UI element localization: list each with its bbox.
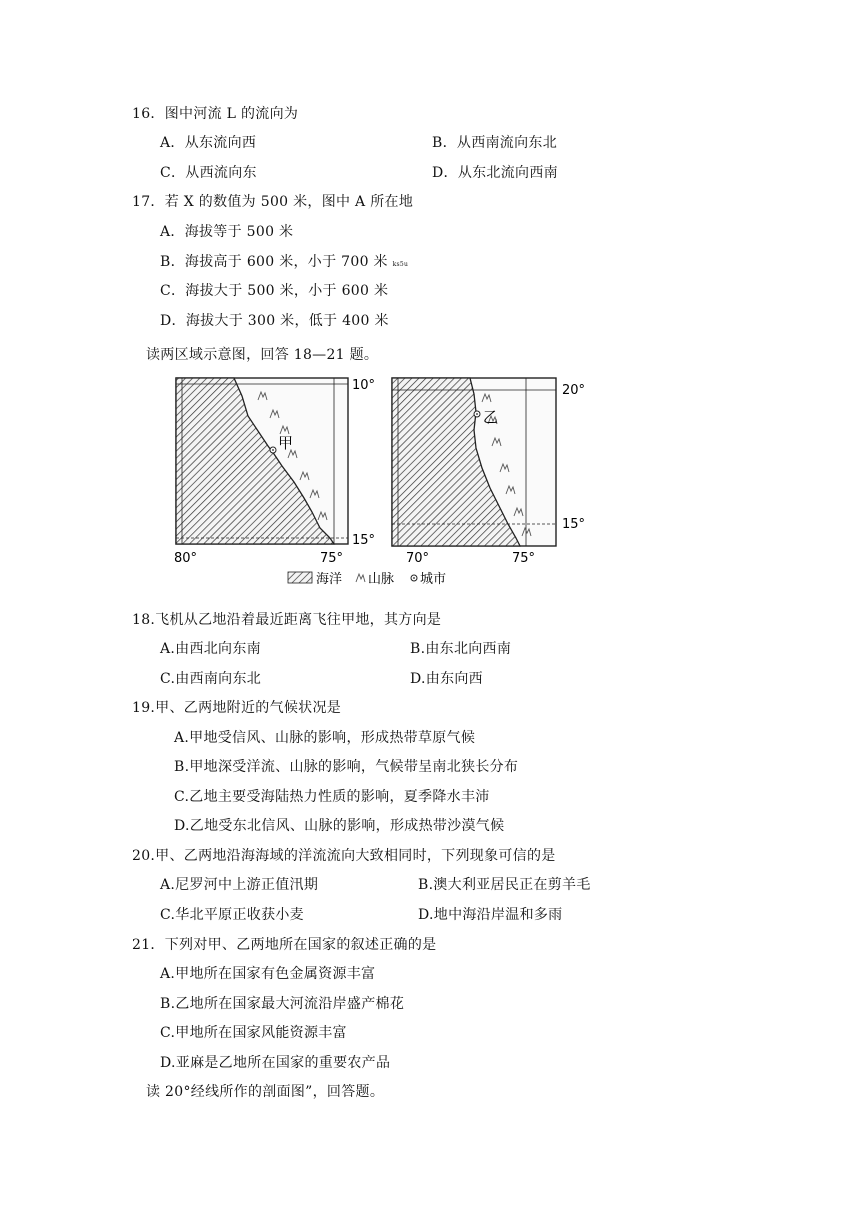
- q19-option-a: A.甲地受信风、山脉的影响，形成热带草原气候: [174, 730, 476, 746]
- map-left-lon-right: 75°: [320, 551, 344, 566]
- region-maps-svg: [170, 372, 610, 592]
- q16-option-c: C．从西流向东: [160, 165, 257, 181]
- legend-mountain-icon: [356, 574, 365, 582]
- q17-option-a: A．海拔等于 500 米: [160, 224, 294, 240]
- q16-option-d: D．从东北流向西南: [432, 165, 558, 181]
- q17-option-b: B．海拔高于 600 米，小于 700 米: [160, 254, 388, 270]
- q20-option-d: D.地中海沿岸温和多雨: [418, 907, 563, 923]
- q19-option-c: C.乙地主要受海陆热力性质的影响，夏季降水丰沛: [174, 789, 490, 805]
- city-dot-yi: [476, 413, 478, 415]
- q20-option-c: C.华北平原正收获小麦: [160, 907, 304, 923]
- q18-option-a: A.由西北向东南: [160, 641, 261, 657]
- q16-option-a: A．从东流向西: [160, 135, 257, 151]
- q17-option-d: D．海拔大于 300 米，低于 400 米: [160, 313, 389, 329]
- intro-18-21: 读两区域示意图，回答 18—21 题。: [146, 347, 379, 363]
- q21-option-d: D.亚麻是乙地所在国家的重要农产品: [160, 1055, 391, 1071]
- q18-option-c: C.由西南向东北: [160, 671, 262, 687]
- q21-option-a: A.甲地所在国家有色金属资源丰富: [160, 966, 376, 982]
- map-left-lat-bottom: 15°: [352, 533, 376, 548]
- q17-option-b-row: [160, 253, 408, 274]
- q18-option-b: B.由东北向西南: [410, 641, 512, 657]
- city-label-yi: 乙: [483, 408, 499, 426]
- outro-instruction: 读 20°经线所作的剖面图”，回答题。: [146, 1084, 385, 1100]
- map-right-lon-right: 75°: [512, 551, 536, 566]
- legend-ocean-swatch: [288, 572, 312, 583]
- watermark-mark: ks5u: [392, 261, 409, 268]
- q20-option-b: B.澳大利亚居民正在剪羊毛: [418, 877, 591, 893]
- map-right-lat-top: 20°: [562, 383, 586, 398]
- map-legend: [288, 572, 446, 587]
- q21-option-b: B.乙地所在国家最大河流沿岸盛产棉花: [160, 996, 405, 1012]
- q19-stem: 19.甲、乙两地附近的气候状况是: [132, 700, 342, 716]
- legend-city-label: 城市: [420, 572, 447, 587]
- q17-stem: 17．若 X 的数值为 500 米，图中 A 所在地: [132, 194, 414, 210]
- q16-option-b: B．从西南流向东北: [432, 135, 557, 151]
- map-left-lat-top: 10°: [352, 378, 376, 393]
- q16-stem: 16．图中河流 L 的流向为: [132, 106, 299, 122]
- q17-option-c: C．海拔大于 500 米，小于 600 米: [160, 283, 389, 299]
- q21-option-c: C.甲地所在国家风能资源丰富: [160, 1025, 347, 1041]
- map-right-lat-bottom: 15°: [562, 517, 586, 532]
- legend-mountain-label: 山脉: [368, 572, 395, 587]
- legend-ocean-label: 海洋: [316, 572, 343, 587]
- q20-option-a: A.尼罗河中上游正值汛期: [160, 877, 319, 893]
- map-left-lon-left: 80°: [174, 551, 198, 566]
- map-right-lon-left: 70°: [406, 551, 430, 566]
- map-right: [392, 378, 585, 566]
- q18-option-d: D.由东向西: [410, 671, 483, 687]
- map-left: [174, 378, 375, 566]
- region-maps-figure: [170, 372, 610, 592]
- q21-stem: 21．下列对甲、乙两地所在国家的叙述正确的是: [132, 937, 437, 953]
- city-label-jia: 甲: [278, 434, 294, 452]
- legend-city-dot: [413, 577, 415, 579]
- q20-stem: 20.甲、乙两地沿海海域的洋流流向大致相同时，下列现象可信的是: [132, 848, 556, 864]
- q19-option-b: B.甲地深受洋流、山脉的影响，气候带呈南北狭长分布: [174, 759, 519, 775]
- q19-option-d: D.乙地受东北信风、山脉的影响，形成热带沙漠气候: [174, 818, 505, 834]
- city-dot-jia: [272, 449, 274, 451]
- q18-stem: 18.飞机从乙地沿着最近距离飞往甲地，其方向是: [132, 612, 442, 628]
